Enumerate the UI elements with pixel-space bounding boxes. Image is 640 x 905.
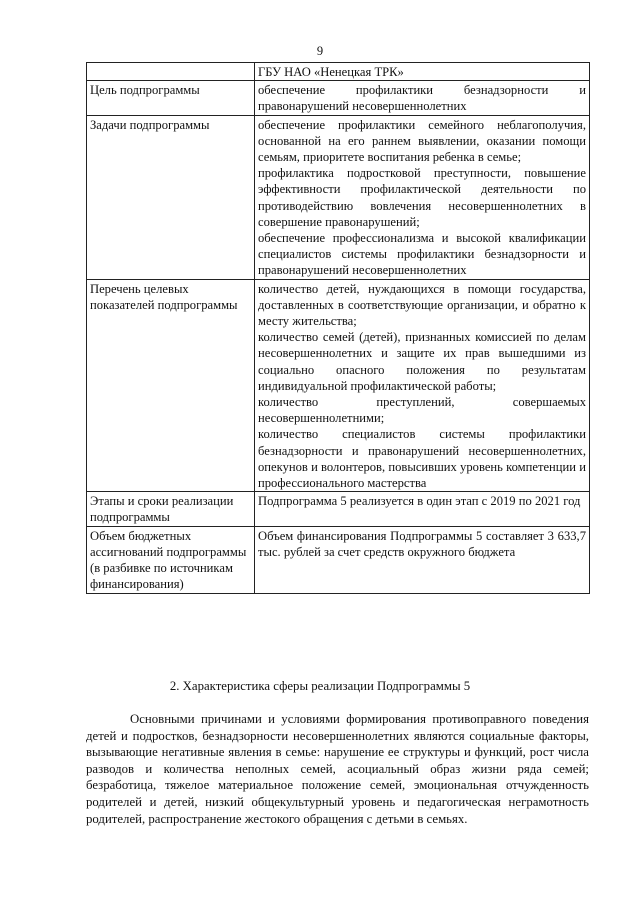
row-label: Этапы и сроки реализации подпрограммы	[87, 492, 255, 526]
row-content-paragraph: ГБУ НАО «Ненецкая ТРК»	[258, 65, 404, 79]
row-content-paragraph: обеспечение профилактики семейного неблагополучия, основанной на его раннем выявлении, оказании помощи семьям, приоритете воспитания ребенка в семье;	[258, 117, 586, 165]
subprogram-passport-table	[86, 62, 590, 594]
row-label	[87, 63, 255, 81]
row-content	[255, 81, 590, 115]
table-row-funding	[87, 526, 590, 593]
table-row-tasks	[87, 115, 590, 279]
table-row-goal	[87, 81, 590, 115]
row-content	[255, 115, 590, 279]
row-label: Цель подпрограммы	[87, 81, 255, 115]
row-content	[255, 63, 590, 81]
row-content-paragraph: обеспечение профилактики безнадзорности и правонарушений несовершеннолетних	[258, 83, 586, 114]
row-content-paragraph: Объем финансирования Подпрограммы 5 составляет 3 633,7 тыс. рублей за счет средств окружного бюджета	[258, 528, 586, 559]
row-content	[255, 526, 590, 593]
row-label: Объем бюджетных ассигнований подпрограммы (в разбивке по источникам финансирования)	[87, 526, 255, 593]
row-content-paragraph: количество детей, нуждающихся в помощи государства, доставленных в соответствующие организации, и обратно к месту жительства;	[258, 281, 586, 329]
table-row-executor	[87, 63, 590, 81]
row-content	[255, 279, 590, 492]
row-content-paragraph: количество семей (детей), признанных комиссией по делам несовершеннолетних и защите их прав вышедшими из социально опасного положения по результатам индивидуальной профилактической работы;	[258, 330, 586, 393]
row-content-paragraph: количество специалистов системы профилактики безнадзорности и правонарушений несовершеннолетних, опекунов и волонтеров, повысивших уровень компетенции и профессионального мастерства	[258, 427, 586, 491]
row-label: Задачи подпрограммы	[87, 115, 255, 279]
body-paragraph: Основными причинами и условиями формирования противоправного поведения детей и подростков, безнадзорности несовершеннолетних являются социальные факторы, вызывающие негативные явления в семье: нарушение ее структуры и функций, рост числа разводов и количества неполных семей, асоциальный образ жизни ряда семей; безработица, тяжелое материальное положение семей, эмоциональная отчужденность родителей и детей, низкий общекультурный уровень и педагогическая неграмотность родителей, распространение жестокого обращения с детьми в семьях.	[86, 712, 589, 826]
page-number: 9	[316, 44, 324, 58]
section-heading: 2. Характеристика сферы реализации Подпрограммы 5	[169, 679, 471, 693]
row-content-paragraph: количество преступлений, совершаемых несовершеннолетними;	[258, 395, 586, 426]
row-content-paragraph: обеспечение профессионализма и высокой квалификации специалистов системы профилактики безнадзорности и правонарушений несовершеннолетних	[258, 231, 586, 278]
row-content-paragraph: профилактика подростковой преступности, повышение эффективности профилактической деятельности по противодействию вовлечения несовершеннолетних в совершение правонарушений;	[258, 166, 586, 229]
row-content	[255, 492, 590, 526]
table-row-stages	[87, 492, 590, 526]
row-content-paragraph: Подпрограмма 5 реализуется в один этап с 2019 по 2021 год	[258, 494, 581, 509]
row-label: Перечень целевых показателей подпрограммы	[87, 279, 255, 492]
table-row-indicators	[87, 279, 590, 492]
